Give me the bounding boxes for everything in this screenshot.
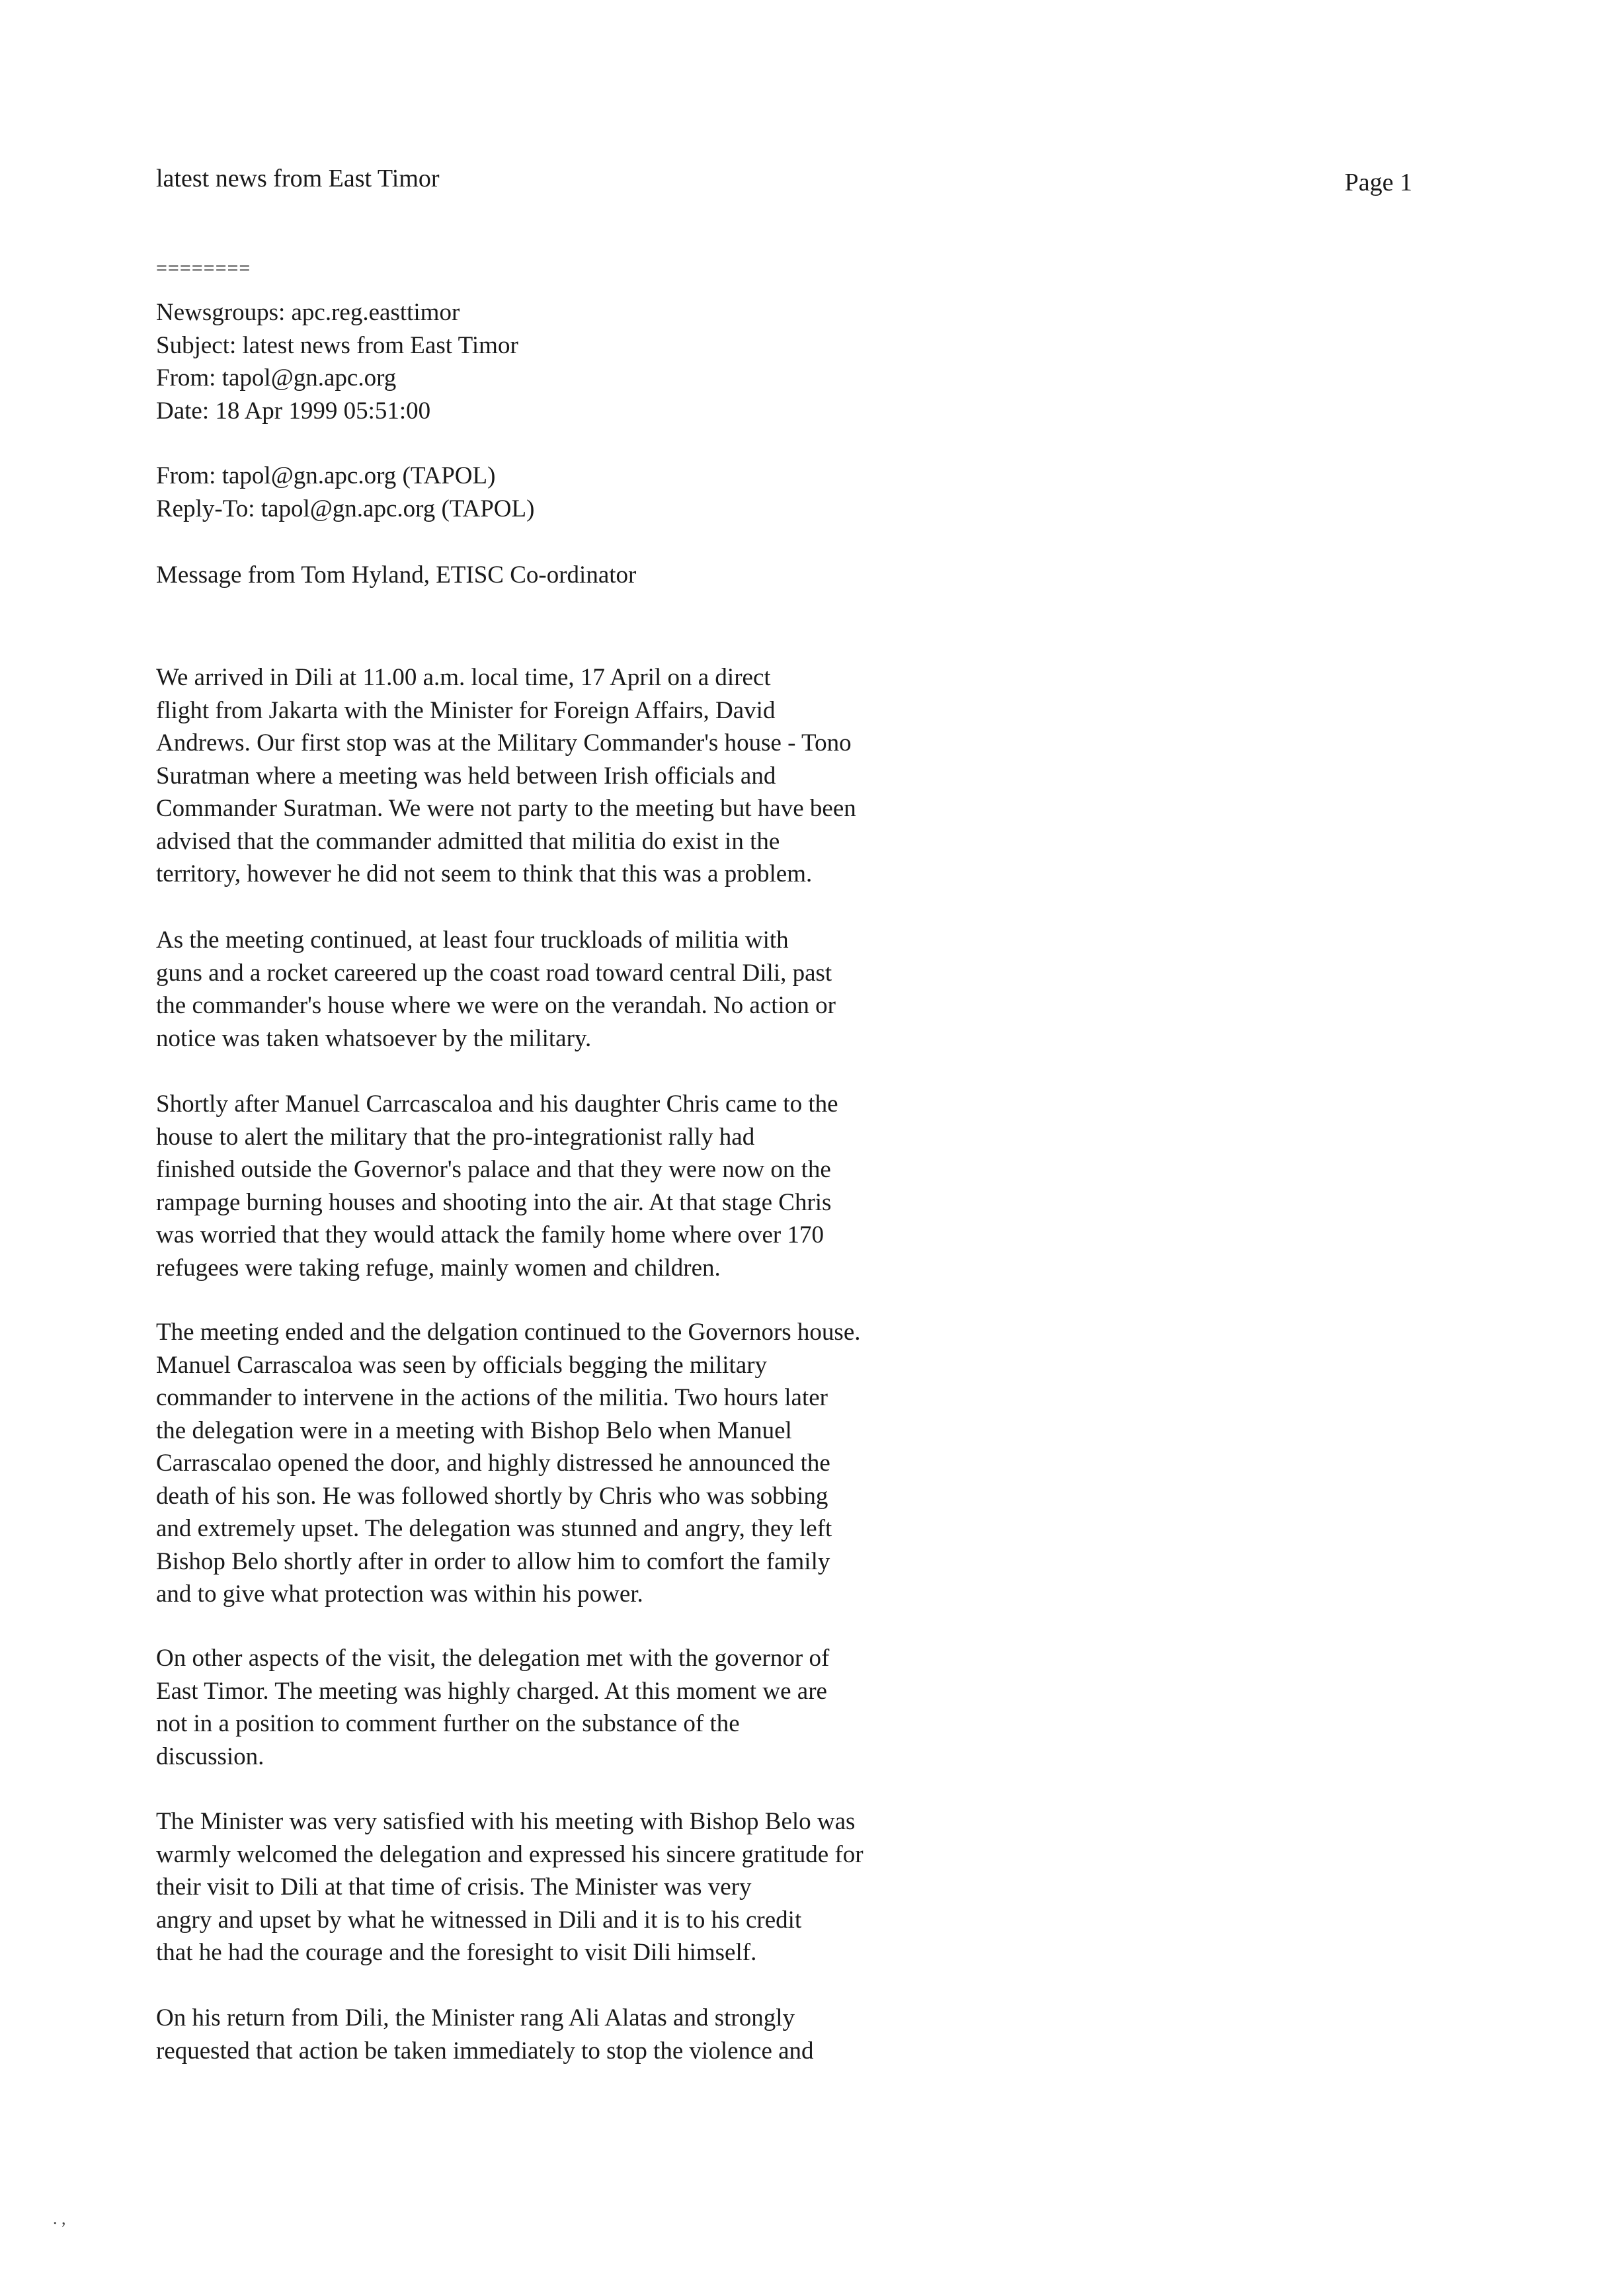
- text-line: not in a position to comment further on the substance of the: [156, 1710, 740, 1737]
- page-number: Page 1: [1344, 169, 1412, 196]
- paragraph-7: [156, 2002, 1029, 2067]
- text-line: angry and upset by what he witnessed in Dili and it is to his credit: [156, 1906, 802, 1934]
- text-line: death of his son. He was followed shortly by Chris who was sobbing: [156, 1482, 828, 1510]
- text-line: rampage burning houses and shooting into the air. At that stage Chris: [156, 1188, 832, 1216]
- text-line: their visit to Dili at that time of crisis. The Minister was very: [156, 1873, 752, 1901]
- newsgroup-headers: [156, 296, 1029, 427]
- text-line: We arrived in Dili at 11.00 a.m. local time, 17 April on a direct: [156, 664, 771, 691]
- sender-reply-to: Reply-To: tapol@gn.apc.org (TAPOL): [156, 495, 535, 522]
- text-line: commander to intervene in the actions of the militia. Two hours later: [156, 1384, 828, 1411]
- paragraph-6: [156, 1805, 1029, 1969]
- text-line: requested that action be taken immediately to stop the violence and: [156, 2037, 814, 2065]
- paragraph-4: [156, 1316, 1029, 1611]
- text-line: On other aspects of the visit, the delegation met with the governor of: [156, 1645, 830, 1672]
- text-line: Andrews. Our first stop was at the Military Commander's house - Tono: [156, 729, 852, 757]
- text-line: refugees were taking refuge, mainly women and children.: [156, 1254, 721, 1282]
- text-line: guns and a rocket careered up the coast road toward central Dili, past: [156, 959, 832, 987]
- header-date: Date: 18 Apr 1999 05:51:00: [156, 397, 431, 425]
- paragraph-1: [156, 661, 1029, 891]
- text-line: warmly welcomed the delegation and expressed his sincere gratitude for: [156, 1840, 864, 1868]
- text-line: house to alert the military that the pro-integrationist rally had: [156, 1123, 755, 1151]
- text-line: Commander Suratman. We were not party to the meeting but have been: [156, 795, 856, 822]
- sender-headers: [156, 460, 1029, 525]
- text-line: Suratman where a meeting was held between Irish officials and: [156, 762, 776, 790]
- running-header: [156, 159, 1412, 198]
- paragraph-2: [156, 924, 1029, 1055]
- text-line: that he had the courage and the foresight to visit Dili himself.: [156, 1939, 757, 1966]
- text-line: On his return from Dili, the Minister rang Ali Alatas and strongly: [156, 2004, 795, 2031]
- document-title: latest news from East Timor: [156, 165, 440, 192]
- text-line: the delegation were in a meeting with Bishop Belo when Manuel: [156, 1416, 792, 1444]
- message-author: Message from Tom Hyland, ETISC Co-ordinator: [156, 561, 637, 589]
- text-line: discussion.: [156, 1742, 264, 1770]
- paragraph-5: [156, 1642, 1029, 1773]
- text-line: the commander's house where we were on the verandah. No action or: [156, 992, 836, 1019]
- text-line: notice was taken whatsoever by the military.: [156, 1024, 592, 1052]
- text-line: The Minister was very satisfied with his meeting with Bishop Belo was: [156, 1808, 856, 1835]
- header-from: From: tapol@gn.apc.org: [156, 364, 397, 391]
- text-line: The meeting ended and the delgation continued to the Governors house.: [156, 1319, 861, 1346]
- text-line: territory, however he did not seem to think that this was a problem.: [156, 860, 813, 887]
- text-line: finished outside the Governor's palace and that they were now on the: [156, 1156, 831, 1183]
- text-line: advised that the commander admitted that militia do exist in the: [156, 827, 780, 855]
- text-line: East Timor. The meeting was highly charged. At this moment we are: [156, 1677, 827, 1705]
- separator-line: ========: [156, 257, 251, 279]
- text-line: As the meeting continued, at least four truckloads of militia with: [156, 926, 789, 954]
- text-line: flight from Jakarta with the Minister for Foreign Affairs, David: [156, 696, 776, 724]
- message-from-line: [156, 559, 1029, 592]
- text-line: Shortly after Manuel Carrcascaloa and his daughter Chris came to the: [156, 1090, 838, 1118]
- scan-mark: . ,: [53, 2209, 66, 2228]
- text-line: Bishop Belo shortly after in order to allow him to comfort the family: [156, 1547, 830, 1575]
- text-line: Carrascalao opened the door, and highly distressed he announced the: [156, 1450, 830, 1477]
- header-newsgroups: Newsgroups: apc.reg.easttimor: [156, 299, 460, 326]
- text-line: was worried that they would attack the family home where over 170: [156, 1221, 824, 1249]
- paragraph-3: [156, 1088, 1029, 1284]
- text-line: Manuel Carrascaloa was seen by officials begging the military: [156, 1351, 768, 1379]
- text-line: and to give what protection was within his power.: [156, 1580, 643, 1608]
- header-subject: Subject: latest news from East Timor: [156, 331, 518, 359]
- sender-from: From: tapol@gn.apc.org (TAPOL): [156, 462, 496, 489]
- text-line: and extremely upset. The delegation was stunned and angry, they left: [156, 1515, 832, 1542]
